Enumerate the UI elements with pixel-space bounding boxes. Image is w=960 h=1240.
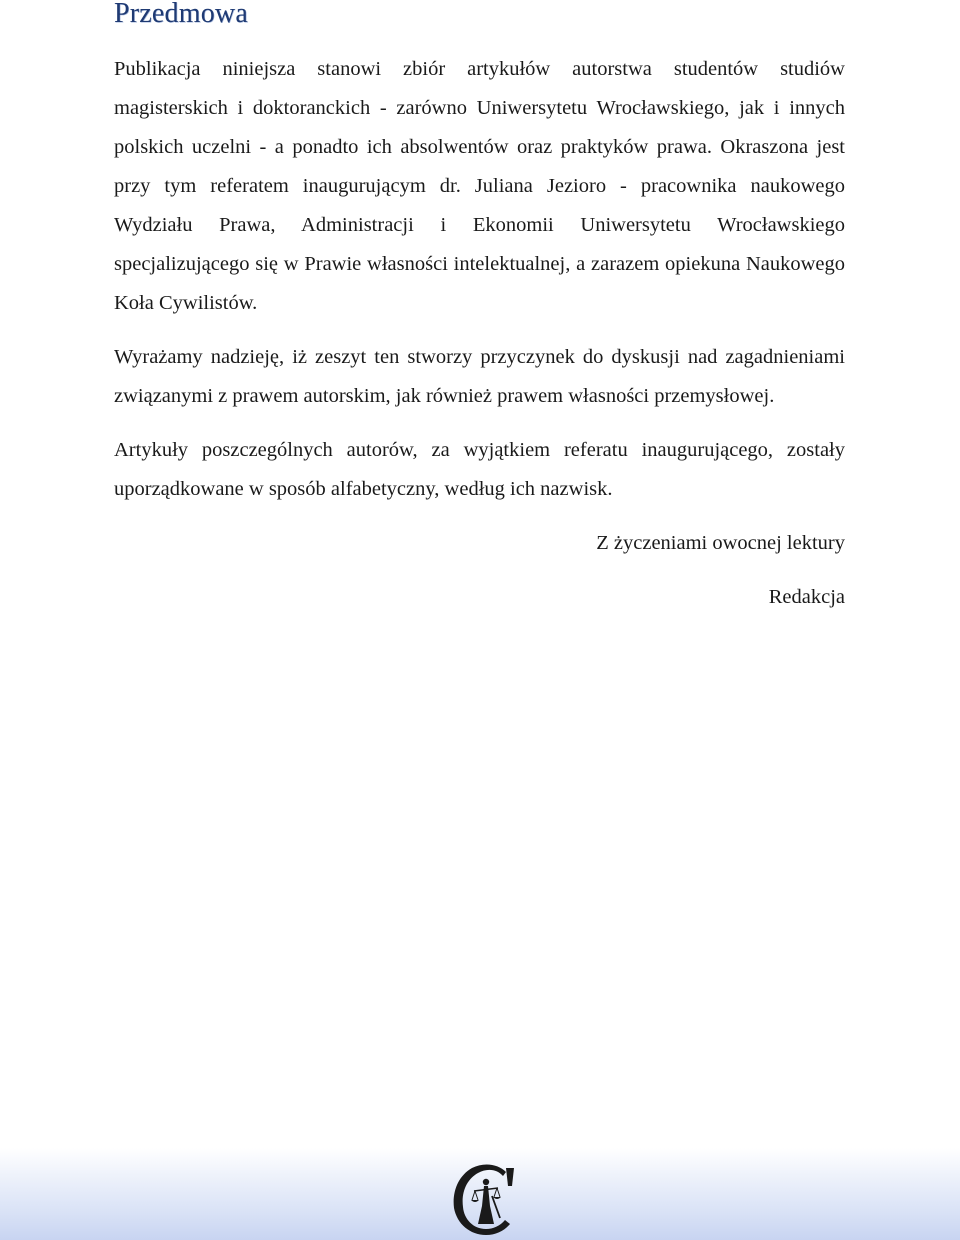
paragraph-order: Artykuły poszczególnych autorów, za wyjątkiem referatu inaugurującego, zostały uporządkowane w sposób alfabetyczny, według ich nazwisk. (114, 439, 845, 500)
closing-line: Z życzeniami owocnej lektury (596, 532, 845, 554)
document-body (114, 50, 845, 632)
justice-c-logo-icon (448, 1160, 522, 1238)
paragraph-intro: Publikacja niniejsza stanowi zbiór artykułów autorstwa studentów studiów magisterskich i doktoranckich - zarówno Uniwersytetu Wrocławskiego, jak i innych polskich uczelni - a ponadto ich absolwentów oraz praktyków prawa. Okraszona jest przy tym referatem inaugurującym dr. Juliana Jezioro - pracownika naukowego Wydziału Prawa, Administracji i Ekonomii Uniwersytetu Wrocławskiego specjalizującego się w Prawie własności intelektualnej, a zarazem opiekuna Naukowego Koła Cywilistów. (114, 58, 845, 314)
signature: Redakcja (768, 586, 845, 608)
paragraph-hope: Wyrażamy nadzieję, iż zeszyt ten stworzy przyczynek do dyskusji nad zagadnieniami związanymi z prawem autorskim, jak również prawem własności przemysłowej. (114, 346, 845, 407)
page-title: Przedmowa (114, 0, 248, 29)
